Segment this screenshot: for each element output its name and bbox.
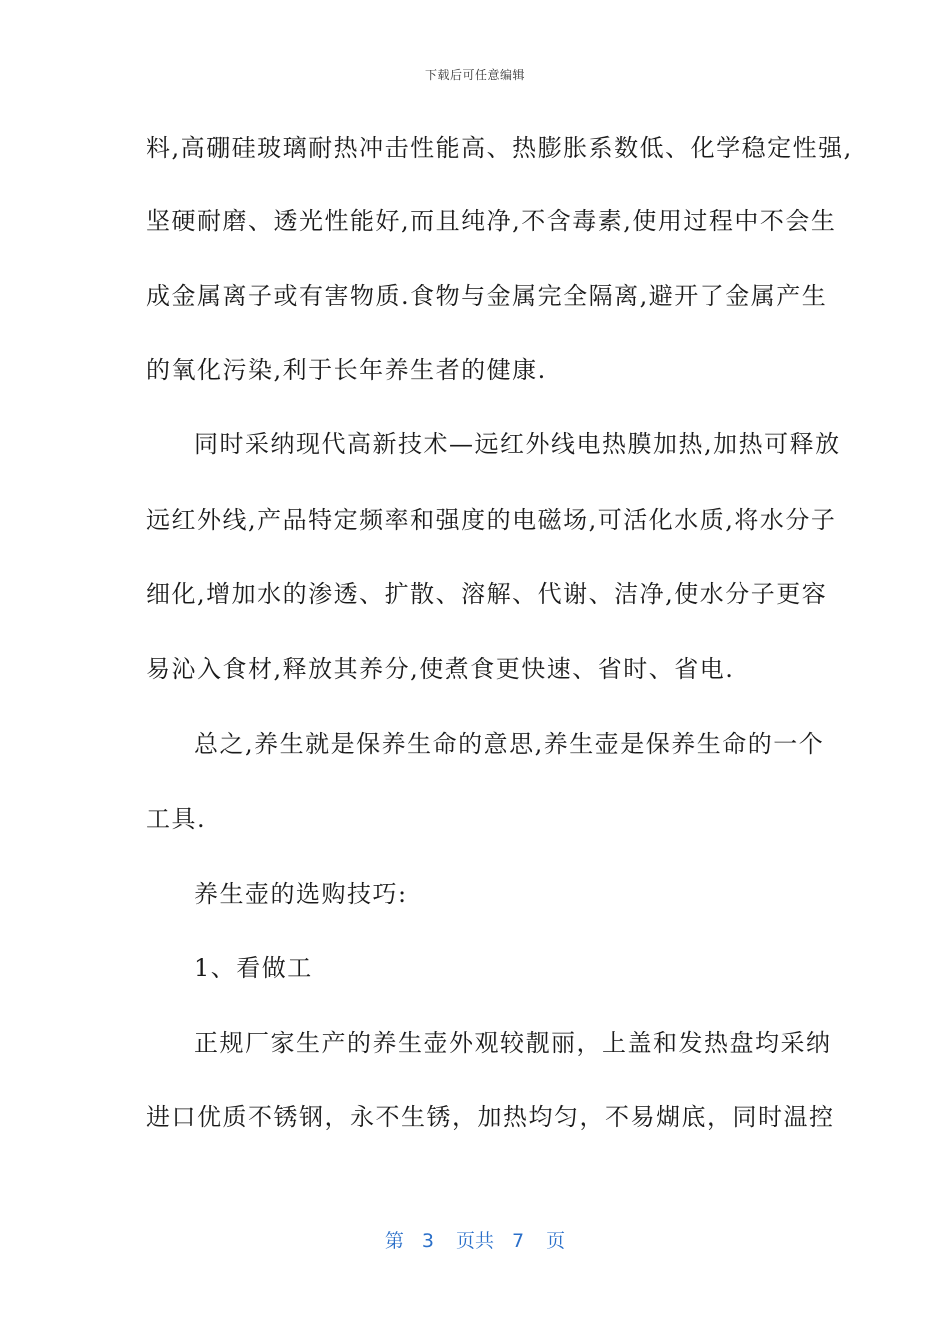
- footer-prefix: 第: [384, 1230, 404, 1252]
- paragraph-line: 总之,养生就是保养生命的意思,养生壶是保养生命的一个: [194, 730, 825, 758]
- paragraph-line: 远红外线,产品特定频率和强度的电磁场,可活化水质,将水分子: [146, 506, 837, 534]
- footer-suffix: 页: [546, 1230, 566, 1252]
- section-heading: 养生壶的选购技巧:: [194, 880, 408, 908]
- subsection-heading: 1、看做工: [194, 954, 313, 982]
- paragraph-line: 进口优质不锈钢，永不生锈，加热均匀，不易煳底，同时温控: [146, 1103, 835, 1131]
- paragraph-line: 细化,增加水的渗透、扩散、溶解、代谢、洁净,使水分子更容: [146, 580, 828, 608]
- paragraph-line: 坚硬耐磨、透光性能好,而且纯净,不含毒素,使用过程中不会生: [146, 207, 837, 235]
- current-page-number: 3: [421, 1230, 434, 1252]
- paragraph-line: 同时采纳现代高新技术—远红外线电热膜加热,加热可释放: [194, 430, 841, 458]
- page-footer: [0, 1226, 950, 1253]
- paragraph-line: 易沁入食材,释放其养分,使煮食更快速、省时、省电.: [146, 655, 735, 683]
- paragraph-line: 工具.: [146, 805, 207, 833]
- footer-middle: 页共: [455, 1230, 494, 1252]
- total-pages-number: 7: [512, 1230, 525, 1252]
- paragraph-line: 的氧化污染,利于长年养生者的健康.: [146, 356, 547, 384]
- paragraph-line: 正规厂家生产的养生壶外观较靓丽，上盖和发热盘均采纳: [194, 1029, 832, 1057]
- paragraph-line: 料,高硼硅玻璃耐热冲击性能高、热膨胀系数低、化学稳定性强,: [146, 134, 853, 162]
- page-header: 下载后可任意编辑: [424, 68, 525, 82]
- paragraph-line: 成金属离子或有害物质.食物与金属完全隔离,避开了金属产生: [146, 282, 828, 310]
